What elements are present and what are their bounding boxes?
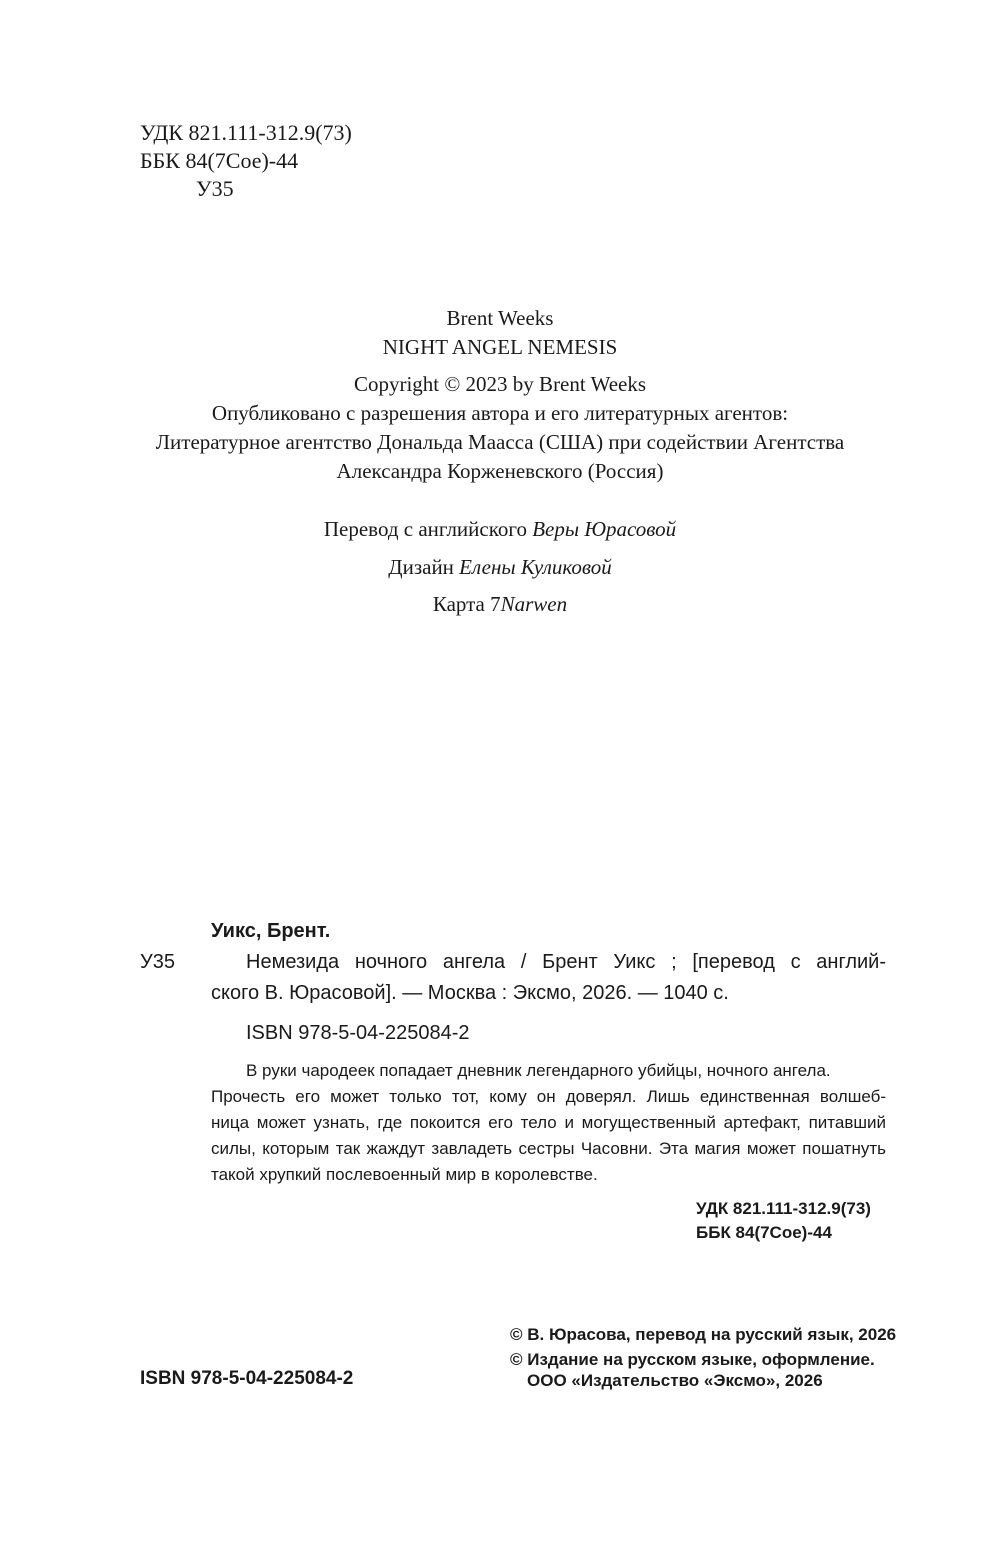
original-author: Brent Weeks bbox=[446, 306, 554, 330]
rights-line-3: Александра Корженевского (Россия) bbox=[336, 459, 664, 483]
rights-line-1: Опубликовано с разрешения автора и его литературных агентов: bbox=[211, 401, 789, 425]
annotation-line-2: Прочесть его может только тот, кому он доверял. Лишь единственная волшеб- bbox=[211, 1087, 886, 1106]
copyright-translation: © В. Юрасова, перевод на русский язык, 2026 bbox=[510, 1325, 897, 1344]
map-credit bbox=[0, 590, 1000, 619]
record-bbk: ББК 84(7Сое)-44 bbox=[696, 1223, 832, 1242]
record-mark: У35 bbox=[140, 951, 175, 973]
annotation-line-1: В руки чародеек попадает дневник легендарного убийцы, ночного ангела. bbox=[246, 1061, 831, 1080]
copyright-edition: © Издание на русском языке, оформление. bbox=[510, 1350, 875, 1369]
record-udk: УДК 821.111-312.9(73) bbox=[696, 1199, 871, 1218]
record-line-1: Немезида ночного ангела / Брент Уикс ; [перевод с англий- bbox=[246, 951, 886, 973]
map-prefix: Карта bbox=[432, 592, 485, 616]
translator-name: Веры Юрасовой bbox=[532, 517, 677, 541]
map-author-name: Narwen bbox=[500, 592, 568, 616]
design-credit bbox=[0, 553, 1000, 582]
record-isbn: ISBN 978-5-04-225084-2 bbox=[246, 1022, 470, 1044]
rights-line-2: Литературное агентство Дональда Маасса (США) при содействии Агентства bbox=[155, 430, 845, 454]
design-prefix: Дизайн bbox=[388, 555, 454, 579]
record-line-2: ского В. Юрасовой]. — Москва : Эксмо, 2026. — 1040 с. bbox=[211, 982, 729, 1004]
author-mark: У35 bbox=[196, 176, 234, 201]
original-title: NIGHT ANGEL NEMESIS bbox=[382, 335, 618, 359]
udk-code: УДК 821.111-312.9(73) bbox=[140, 120, 352, 145]
record-heading: Уикс, Брент. bbox=[211, 920, 331, 942]
footer-isbn: ISBN 978-5-04-225084-2 bbox=[140, 1368, 354, 1389]
copyright-line: Copyright © 2023 by Brent Weeks bbox=[353, 372, 647, 396]
translation-prefix: Перевод с английского bbox=[323, 517, 527, 541]
designer-name: Елены Куликовой bbox=[459, 555, 612, 579]
map-author-num: 7 bbox=[490, 592, 501, 616]
annotation-line-4: силы, которым так жаждут завладеть сестры Часовни. Эта магия может пошатнуть bbox=[211, 1139, 886, 1158]
bbk-code: ББК 84(7Сое)-44 bbox=[140, 148, 299, 173]
translation-credit bbox=[0, 515, 1000, 544]
annotation-line-3: ница может узнать, где покоится его тело и могущественный артефакт, питавший bbox=[211, 1113, 886, 1132]
publisher-line: ООО «Издательство «Эксмо», 2026 bbox=[527, 1371, 823, 1390]
annotation-line-5: такой хрупкий послевоенный мир в королевстве. bbox=[211, 1165, 598, 1184]
